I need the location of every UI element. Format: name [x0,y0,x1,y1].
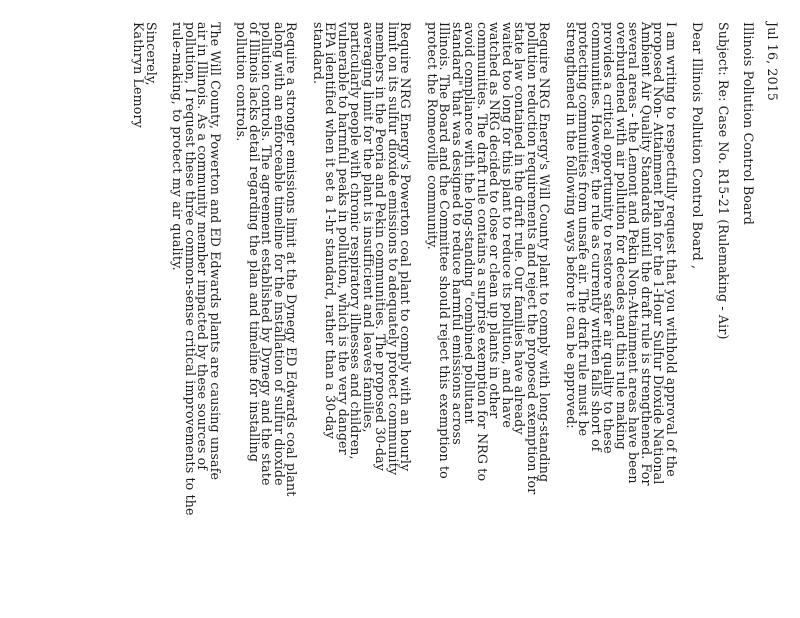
paragraph-line: Illinois. The Board and the Committee should reject this exemption to [437,22,453,479]
body-paragraph [565,22,678,540]
letter-salutation: Dear Illinois Pollution Control Board , [690,22,706,270]
paragraph-line: overburdened with air pollution for decades and this rule making [614,22,629,450]
letter-date: Jul 16, 2015 [765,22,780,102]
letter-recipient: Illinois Pollution Control Board [741,22,757,225]
body-paragraph [235,22,298,540]
letter-signature: Kathryn Lemory [131,22,147,128]
paragraph-line: EPA identified when it set a 1-hr standard, rather than a 30-day [323,22,339,439]
paragraph-line: particularly people with chronic respiratory illnesses and children, [348,22,364,460]
paragraph-line: members in the Peoria and Pekin communities. The proposed 30-day [373,22,389,472]
paragraph-line: Require NRG Energy's Will County plant to comply with long-standing [537,22,553,483]
paragraph-line: avoid compliance with the long-standing "combined pollutant [462,22,478,424]
paragraph-line: averaging limit for the plant is insufficient and leaves families, [361,22,376,433]
paragraph-line: limit on its sulfur dioxide emissions to adequately protect community [386,22,401,476]
body-paragraph [312,22,412,540]
paragraph-line: The Will County, Powerton and ED Edwards plants are causing unsafe [208,22,223,481]
paragraph-line: pollution controls. [234,22,250,142]
paragraph-line: watched as NRG decided to close or clean up plants in other [487,22,503,419]
paragraph-line: communities. The draft rule contains a surprise exemption for NRG to [475,22,490,482]
paragraph-line: pollution reduction requirements and reject the proposed exemption for [525,22,540,495]
paragraph-line: Ambient Air Quality Standards until the draft rule is strengthened. For [639,22,654,486]
paragraph-line: along with an enforceable timeline for the installation of sulfur dioxide [272,22,287,486]
letter-page [18,22,778,540]
paragraph-line: vulnerable to harmful peaks in pollution, which is the very danger [336,22,351,455]
paragraph-line: standard" that was designed to reduce harmful emissions across [450,22,465,445]
paragraph-line: pollution, I request these three common-sense critical improvements to the [183,22,198,516]
paragraph-line: protect the Romeoville community. [425,22,440,250]
paragraph-line: rule-making, to protect my air quality. [170,22,186,271]
paragraph-line: pollution controls. The agreement established by Dynegy and the state [259,22,275,486]
paragraph-line: state law contained in the draft rule. Our families have already [512,22,528,435]
paragraph-line: Require a stronger emissions limit at the Dynegy ED Edwards coal plant [284,22,300,497]
paragraph-line: of Illinois lacks detail regarding the plan and timeline for installing [247,22,262,463]
paragraph-line: air in Illinois. As a community member impacted by these sources of [195,22,211,471]
letter-body [171,22,677,540]
paragraph-line: standard. [311,22,326,85]
paragraph-line: several areas - the Lemont and Pekin Non-Attainment areas have been [626,22,642,484]
body-paragraph [426,22,551,540]
paragraph-line: protecting communities from unsafe air. The draft rule must be [576,22,592,437]
body-paragraph [171,22,221,540]
paragraph-line: I am writing to respectfully request that you withhold approval of the [664,22,679,477]
paragraph-line: Require NRG Energy's Powerton coal plant to comply with an hourly [398,22,414,472]
paragraph-line: waited too long for this plant to reduce its pollution, and have [500,22,515,429]
letter-closing: Sincerely, [144,22,159,86]
paragraph-line: provides a critical opportunity to restore safer air quality to these [601,22,617,454]
letter-subject: Subject: Re: Case No. R15-21 (Rulemaking - Air) [716,22,731,340]
paragraph-line: strengthened in the following ways before it can be approved: [564,22,579,429]
paragraph-line: proposed Non- Attainment Plan for the 1-Hour Sulfur Dioxide National [651,22,667,485]
paragraph-line: communities. However, the rule as currently written falls short of [589,22,604,452]
